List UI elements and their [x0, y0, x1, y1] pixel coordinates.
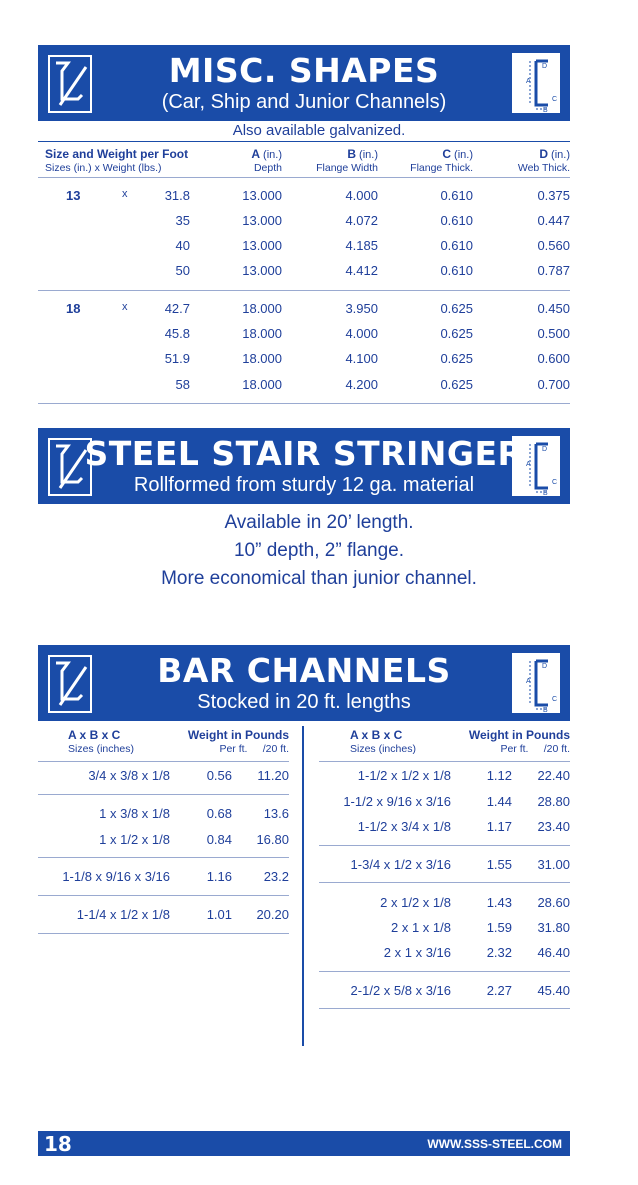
divider [319, 882, 570, 883]
divider [38, 141, 570, 142]
footer-bar [38, 1131, 570, 1156]
stringer-line-1: Available in 20’ length. [224, 512, 414, 533]
galvanized-note: Also available galvanized. [232, 122, 406, 139]
column-divider [302, 726, 304, 1046]
bar-left-weight-header: Weight in Pounds Per ft. /20 ft. [187, 728, 289, 755]
svg-text:B: B [543, 107, 548, 113]
svg-text:B: B [543, 490, 548, 496]
bar-channels-subtitle: Stocked in 20 ft. lengths [197, 691, 411, 713]
svg-text:D: D [542, 663, 548, 670]
bar-channels-banner [38, 645, 570, 721]
svg-text:C: C [552, 479, 558, 486]
b-flange-width-header: B (in.) Flange Width [316, 147, 378, 174]
bar-left-size-header: A x B x C Sizes (inches) [68, 728, 134, 755]
bar-right-size-header: A x B x C Sizes (inches) [350, 728, 416, 755]
divider [38, 290, 570, 291]
channel-dimension-diagram-icon [512, 436, 560, 496]
website-link[interactable]: WWW.SSS-STEEL.COM [427, 1137, 562, 1151]
divider [38, 761, 289, 762]
bar-channels-title: BAR CHANNELS [157, 651, 451, 690]
bar-right-weight-header: Weight in Pounds Per ft. /20 ft. [468, 728, 570, 755]
size-weight-header: Size and Weight per Foot Sizes (in.) x Weight (lbs.) [45, 147, 189, 174]
svg-text:C: C [552, 96, 558, 103]
c-flange-thick-header: C (in.) Flange Thick. [410, 147, 473, 174]
svg-text:A: A [526, 678, 531, 685]
page-number: 18 [44, 1132, 72, 1156]
stringer-line-3: More economical than junior channel. [161, 568, 477, 589]
svg-text:A: A [526, 78, 531, 85]
stringer-line-2: 10” depth, 2” flange. [233, 540, 405, 561]
divider [319, 782, 570, 783]
misc-shapes-subtitle: (Car, Ship and Junior Channels) [161, 91, 447, 113]
channel-dimension-diagram-icon [512, 653, 560, 713]
divider [38, 403, 570, 404]
divider [38, 857, 289, 858]
misc-shapes-title: MISC. SHAPES [168, 51, 440, 90]
a-depth-header: A (in.) Depth [251, 147, 282, 174]
misc-shapes-banner [38, 45, 570, 121]
divider [319, 971, 570, 972]
divider [319, 761, 570, 762]
divider [38, 895, 289, 896]
svg-text:C: C [552, 696, 558, 703]
stair-stringer-banner [38, 428, 570, 504]
divider [319, 1008, 570, 1009]
divider [38, 794, 289, 795]
divider [38, 177, 570, 178]
svg-text:B: B [543, 707, 548, 713]
svg-text:D: D [542, 63, 548, 70]
stair-stringer-title: STEEL STAIR STRINGER [84, 434, 524, 473]
svg-text:A: A [526, 461, 531, 468]
stair-stringer-subtitle: Rollformed from sturdy 12 ga. material [133, 474, 475, 496]
divider [319, 845, 570, 846]
d-web-thick-header: D (in.) Web Thick. [517, 147, 570, 174]
svg-text:D: D [542, 446, 548, 453]
channel-dimension-diagram-icon [512, 53, 560, 113]
divider [38, 933, 289, 934]
